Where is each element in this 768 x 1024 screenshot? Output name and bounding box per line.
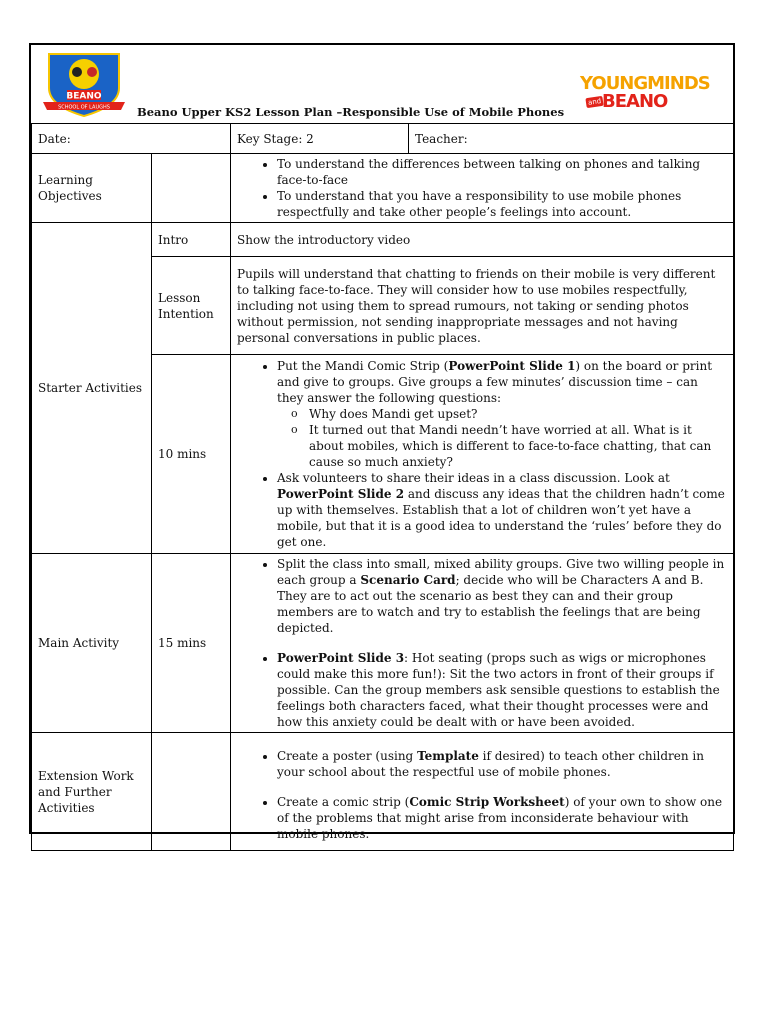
youngminds-beano-logo: YOUNGMINDS and BEANO xyxy=(580,73,710,112)
starter-activities-label: Starter Activities xyxy=(32,223,152,554)
teacher-cell: Teacher: xyxy=(409,124,734,154)
empty-cell xyxy=(152,733,231,851)
starter-content xyxy=(231,355,734,554)
empty-cell xyxy=(152,154,231,223)
key-stage-cell: Key Stage: 2 xyxy=(231,124,409,154)
lesson-intention-text: Pupils will understand that chatting to friends on their mobile is very different to talking face-to-face. They will consider how to use mobiles respectfully, including not using them to spread rumours, not taking or sending photos without permission, not sending inappropriate messages and not having personal conversations in public places. xyxy=(231,257,734,355)
extension-bullet: • Create a comic strip (Comic Strip Worksheet) of your own to show one of the problems that might arise from inconsiderate behaviour with mobile phones. xyxy=(277,794,727,842)
starter-bullet: • Ask volunteers to share their ideas in a class discussion. Look at PowerPoint Slide 2 and discuss any ideas that the children hadn’t come up with themselves. Establish that a lot of children won’t yet have a mobile, but that it is a good idea to understand the ‘rules’ before they do get one. xyxy=(277,470,727,550)
starter-bullet: • Put the Mandi Comic Strip (PowerPoint Slide 1) on the board or print and give to groups. Give groups a few minutes’ discussion time – can they answer the following questions: o Why does Mandi get upset? o It turned out that Mandi needn’t have worried at all. What is it about mobiles, which is different to face-to-face chatting, that can cause so much anxiety? xyxy=(277,358,727,470)
info-row xyxy=(32,124,734,154)
extension-bullet: • Create a poster (using Template if desired) to teach other children in your school about the respectful use of mobile phones. xyxy=(277,748,727,794)
main-activity-label: Main Activity xyxy=(32,554,152,733)
intro-label: Intro xyxy=(152,223,231,257)
beano-school-logo xyxy=(39,50,129,120)
intro-row xyxy=(32,223,734,257)
lesson-plan-sheet xyxy=(29,43,735,841)
question-item: o Why does Mandi get upset? xyxy=(309,406,727,422)
learning-objectives-row xyxy=(32,154,734,223)
extension-content xyxy=(231,733,734,851)
main-activity-time: 15 mins xyxy=(152,554,231,733)
lesson-intention-label: Lesson Intention xyxy=(152,257,231,355)
main-bullet: • Split the class into small, mixed ability groups. Give two willing people in each group a Scenario Card; decide who will be Characters A and B. They are to act out the scenario as best they can and their group members are to watch and try to establish the feelings that are being depicted. xyxy=(277,556,727,650)
intro-text: Show the introductory video xyxy=(231,223,734,257)
svg-text:SCHOOL OF LAUGHS: SCHOOL OF LAUGHS xyxy=(58,104,110,111)
learning-objectives-content xyxy=(231,154,734,223)
svg-text:BEANO: BEANO xyxy=(66,91,102,102)
starter-time: 10 mins xyxy=(152,355,231,554)
header xyxy=(31,45,733,123)
main-activity-row xyxy=(32,554,734,733)
objective-item: • To understand that you have a responsibility to use mobile phones respectfully and take other people’s feelings into account. xyxy=(277,188,727,220)
question-item: o It turned out that Mandi needn’t have worried at all. What is it about mobiles, which is different to face-to-face chatting, that can cause so much anxiety? xyxy=(309,422,727,470)
learning-objectives-label: Learning Objectives xyxy=(32,154,152,223)
main-bullet: • PowerPoint Slide 3: Hot seating (props such as wigs or microphones could make this more fun!): Sit the two actors in front of their groups if possible. Can the group members ask sensible questions to establish the feelings both characters faced, what their thought processes were and how this anxiety could be dealt with or have been avoided. xyxy=(277,650,727,730)
page-title: Beano Upper KS2 Lesson Plan –Responsible Use of Mobile Phones xyxy=(137,105,565,119)
extension-label: Extension Work and Further Activities xyxy=(32,733,152,851)
main-activity-content xyxy=(231,554,734,733)
extension-row xyxy=(32,733,734,851)
lesson-plan-table xyxy=(31,123,734,851)
objective-item: • To understand the differences between talking on phones and talking face-to-face xyxy=(277,156,727,188)
date-cell: Date: xyxy=(32,124,231,154)
